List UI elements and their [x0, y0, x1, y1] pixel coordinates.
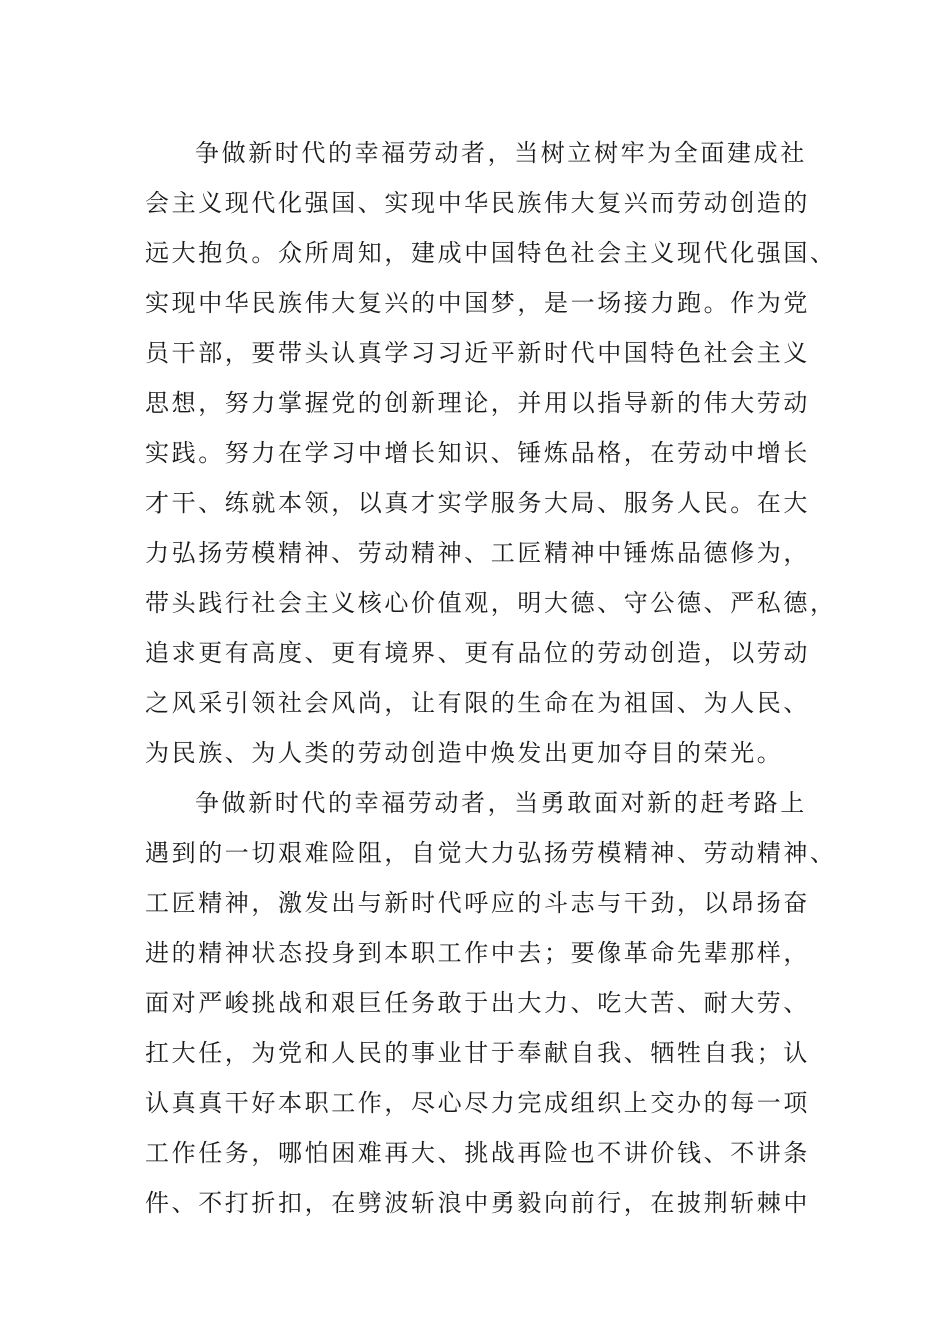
paragraph-1-line: 会主义现代化强国、实现中华民族伟大复兴而劳动创造的: [145, 189, 810, 217]
paragraph-1-line: 实践。努力在学习中增长知识、锤炼品格，在劳动中增长: [145, 439, 810, 467]
paragraph-2-line: 争做新时代的幸福劳动者，当勇敢面对新的赶考路上: [195, 789, 807, 817]
paragraph-2-line: 进的精神状态投身到本职工作中去；要像革命先辈那样，: [145, 939, 810, 967]
paragraph-1-line: 员干部，要带头认真学习习近平新时代中国特色社会主义: [145, 339, 810, 367]
paragraph-1-line: 之风采引领社会风尚，让有限的生命在为祖国、为人民、: [145, 689, 810, 717]
paragraph-2-line: 认真真干好本职工作，尽心尽力完成组织上交办的每一项: [145, 1089, 810, 1117]
paragraph-1-line: 为民族、为人类的劳动创造中焕发出更加夺目的荣光。: [145, 739, 784, 767]
paragraph-2-line: 工匠精神，激发出与新时代呼应的斗志与干劲，以昂扬奋: [145, 889, 810, 917]
paragraph-1-line: 实现中华民族伟大复兴的中国梦，是一场接力跑。作为党: [145, 289, 810, 317]
paragraph-1-line: 思想，努力掌握党的创新理论，并用以指导新的伟大劳动: [145, 389, 810, 417]
paragraph-2-line: 遇到的一切艰难险阻，自觉大力弘扬劳模精神、劳动精神、: [145, 839, 837, 867]
paragraph-1-line: 远大抱负。众所周知，建成中国特色社会主义现代化强国、: [145, 239, 837, 267]
paragraph-2-line: 扛大任，为党和人民的事业甘于奉献自我、牺牲自我；认: [145, 1039, 810, 1067]
paragraph-1-line: 带头践行社会主义核心价值观，明大德、守公德、严私德，: [145, 589, 837, 617]
paragraph-2-line: 工作任务，哪怕困难再大、挑战再险也不讲价钱、不讲条: [145, 1139, 810, 1167]
paragraph-1-line: 力弘扬劳模精神、劳动精神、工匠精神中锤炼品德修为，: [145, 539, 810, 567]
paragraph-1-line: 争做新时代的幸福劳动者，当树立树牢为全面建成社: [195, 139, 807, 167]
paragraph-2-line: 件、不打折扣，在劈波斩浪中勇毅向前行，在披荆斩棘中: [145, 1189, 810, 1217]
paragraph-1-line: 才干、练就本领，以真才实学服务大局、服务人民。在大: [145, 489, 810, 517]
paragraph-2-line: 面对严峻挑战和艰巨任务敢于出大力、吃大苦、耐大劳、: [145, 989, 810, 1017]
paragraph-1-line: 追求更有高度、更有境界、更有品位的劳动创造，以劳动: [145, 639, 810, 667]
